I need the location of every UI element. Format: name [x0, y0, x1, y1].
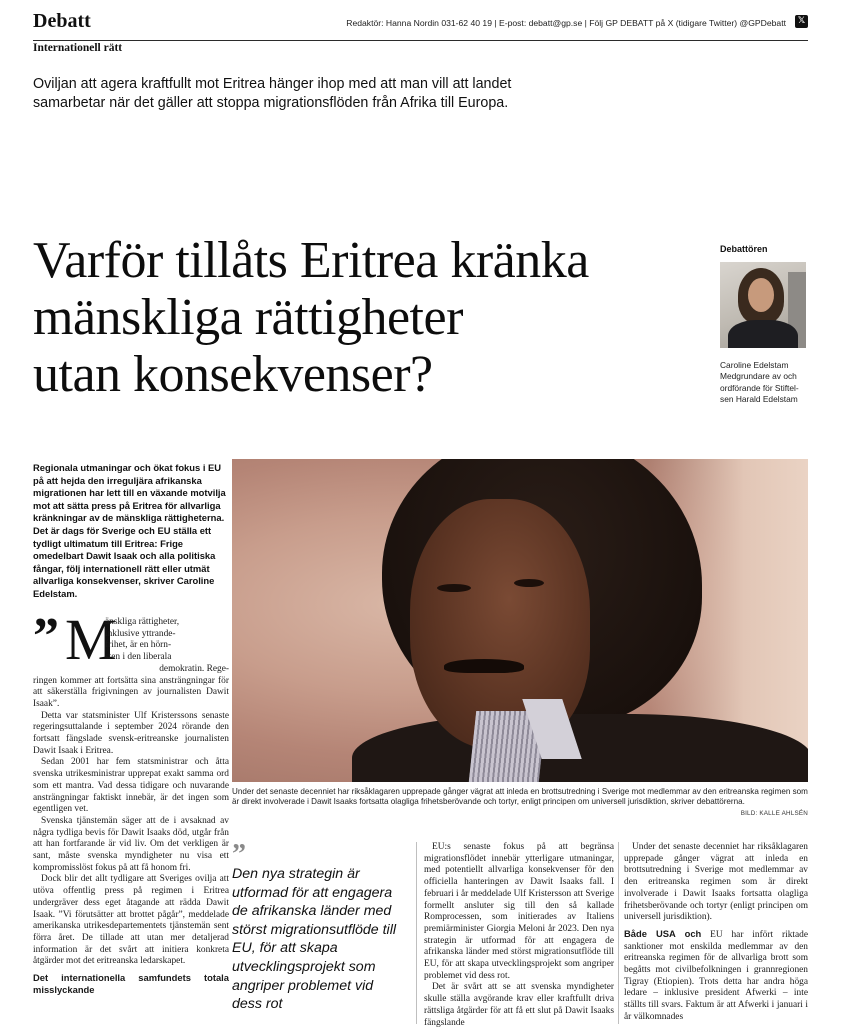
col3-p1: EU:s senaste fokus på att begränsa migrationsflödet innebär ytterligare utmaningar, med potentiellt allvarliga konsekvenser för den officiella hanteringen av Dawit Isaaks fall. I februari i år meddelade Ulf Kristersson att Sverige formellt ansluter sig till den så kallade Romprocessen, som initierades av Italiens premiärminister Giorgia Meloni år 2023. Den nya strategin är utformad för att engagera de afrikanska länder med störst migrationsutflöde till EU, för att skapa utvecklingsprojekt som angriper problemet vid dess rot.	[424, 842, 614, 981]
body-column-3	[424, 842, 614, 1029]
main-photo	[232, 459, 808, 782]
photo-caption: Under det senaste decenniet har riksåklagaren upprepade gånger vägrat att inleda en brottsutredning i Sverige mot medlemmar av den eritreanska regimen som är direkt involverade i Dawit Isaaks fortsatta olagliga frihetsberövande och tortyr, enligt principen om universell jurisdiktion, skriver debattörerna.	[232, 787, 808, 807]
col4-p2-text: EU har infört riktade sanktioner mot enskilda medlemmar av den eritreanska regimen för de allvarliga brott som begåtts mot civilbefolkningen i grannregionen Tigray (Etiopien). Trots detta har andra höga ledare – inklusive president Afwerki – inte ställts till svars. Faktum är att Afwerki i januari i år välkomnades	[624, 929, 808, 1022]
author-bio-line-2: Medgrundare av och	[720, 371, 797, 382]
opening-quote-mark: ”	[33, 608, 59, 665]
body-p6: Det internationella samfundets totala misslyckande	[33, 972, 229, 995]
body-p1-line-e: demokratin. Rege-	[159, 663, 229, 674]
author-box	[720, 244, 808, 405]
body-p1-rest: ringen kommer att fortsätta sina ansträngningar för att säkerställa frigivningen av journalisten Dawit Isaak”.	[33, 675, 229, 709]
body-p3: Sedan 2001 har fem statsministrar och åtta svenska utrikesministrar upprepat exakt samma ord som ett mantra. Vad dessa tidigare och nuvarande ansträngningar faktiskt innebär, är det ingen som egentligen vet.	[33, 757, 229, 815]
article-headline	[33, 232, 698, 403]
body-column-1	[33, 607, 229, 996]
col4-p2-bold: Både USA och	[624, 927, 702, 939]
article-lead: Regionala utmaningar och ökat fokus i EU på att hejda den irreguljära afrikanska migrationen har lett till en växande motvilja mot att sätta press på Eritrea för allvarliga kränkningar av de mänskliga rättigheterna. Det är dags för Sverige och EU ställa ett tydligt ultimatum till Eritrea: Frige omedelbart Dawit Isaak och alla politiska fångar, följ internationell rätt eller utmät allvarliga konsekvenser, skriver Caroline Edelstam.	[33, 462, 226, 599]
col3-p2: Det är svårt att se att svenska myndigheter skulle ställa avgörande krav eller kraftfullt driva rättsliga åtgärder för att få ett slut på Dawit Isaaks fängslande	[424, 982, 614, 1028]
pull-quote-mark: ”	[232, 839, 246, 870]
headline-line-2: mänskliga rättigheter	[33, 289, 463, 346]
col4-p2	[624, 928, 808, 1024]
body-p1-line-b: inklusive yttrande-	[105, 628, 176, 639]
subsection-label: Internationell rätt	[33, 42, 123, 54]
page-header	[33, 0, 808, 41]
author-bio-line-4: sen Harald Edelstam	[720, 393, 798, 404]
body-column-4	[624, 842, 808, 1024]
column-divider	[618, 842, 619, 1024]
author-name: Caroline Edelstam	[720, 360, 789, 370]
photo-credit: BILD: KALLE AHLSÉN	[740, 810, 808, 817]
body-p4: Svenska tjänstemän säger att de i avsaknad av några tydliga bevis för Dawit Isaaks död, utgår från att han fortfarande är vid liv. Om det verkligen är sant, måste svenska myndigheter nu visa ett kompromisslöst fokus på att få honom fri.	[33, 815, 229, 873]
body-p5: Dock blir det allt tydligare att Sveriges ovilja att utöva offentlig press på regimen i Eritrea undergräver dess eget åtagande att rädda Dawit Isaak. ”Vi förutsätter att brottet pågår”, meddelade amerikanska utrikesdepartementets tjänstemän sent förra året. De tillade att utan mer detaljerad information är det svårt att initiera konkreta åtgärder mot det eritreanska ledarskapet.	[33, 874, 229, 967]
pull-quote-text: Den nya strategin är utformad för att engagera de afrikanska länder med störst migrationsutflöde till EU, för att skapa utvecklingsprojekt som angriper problemet vid dess rot	[232, 866, 397, 1013]
headline-line-1: Varför tillåts Eritrea kränka	[33, 232, 589, 289]
author-label: Debattören	[720, 244, 768, 254]
author-bio-line-3: ordförande för Stiftel-	[720, 382, 799, 393]
body-p2: Detta var statsminister Ulf Kristerssons senaste regeringsuttalande i september 2024 rörande den fortsatt fängslade svensk-eritreanske journalisten Dawit Isaak i Eritrea.	[33, 710, 229, 756]
pull-quote	[232, 839, 404, 1014]
drop-cap-letter: M	[65, 607, 117, 672]
body-p1-line-d: sten i den liberala	[105, 652, 172, 663]
body-p1-line-a: änskliga rättigheter,	[105, 617, 180, 627]
headline-line-3: utan konsekvenser?	[33, 346, 433, 403]
ingress-text: Oviljan att agera kraftfullt mot Eritrea hänger ihop med att man vill att landet samarbetar när det gäller att stoppa migrationsflöden från Afrika till Europa.	[33, 76, 512, 111]
section-name: Debatt	[33, 10, 91, 32]
author-photo	[720, 262, 806, 348]
x-logo-icon[interactable]: 𝕏	[795, 15, 808, 28]
column-divider	[416, 842, 417, 1024]
body-p1-line-c: frihet, är en hörn-	[105, 640, 172, 651]
editor-contact-line: Redaktör: Hanna Nordin 031-62 40 19 | E-post: debatt@gp.se | Följ GP DEBATT på X (tidigare Twitter) @GPDebatt	[346, 18, 786, 28]
col4-p1: Under det senaste decenniet har riksåklagaren upprepade gånger vägrat att inleda en brottsutredning i Sverige mot medlemmar av den eritreanska regimen som är direkt involverade i Dawit Isaaks fortsatta olagliga frihetsberövande och tortyr (enligt principen om universell jurisdiktion).	[624, 842, 808, 923]
author-bio	[720, 360, 808, 405]
